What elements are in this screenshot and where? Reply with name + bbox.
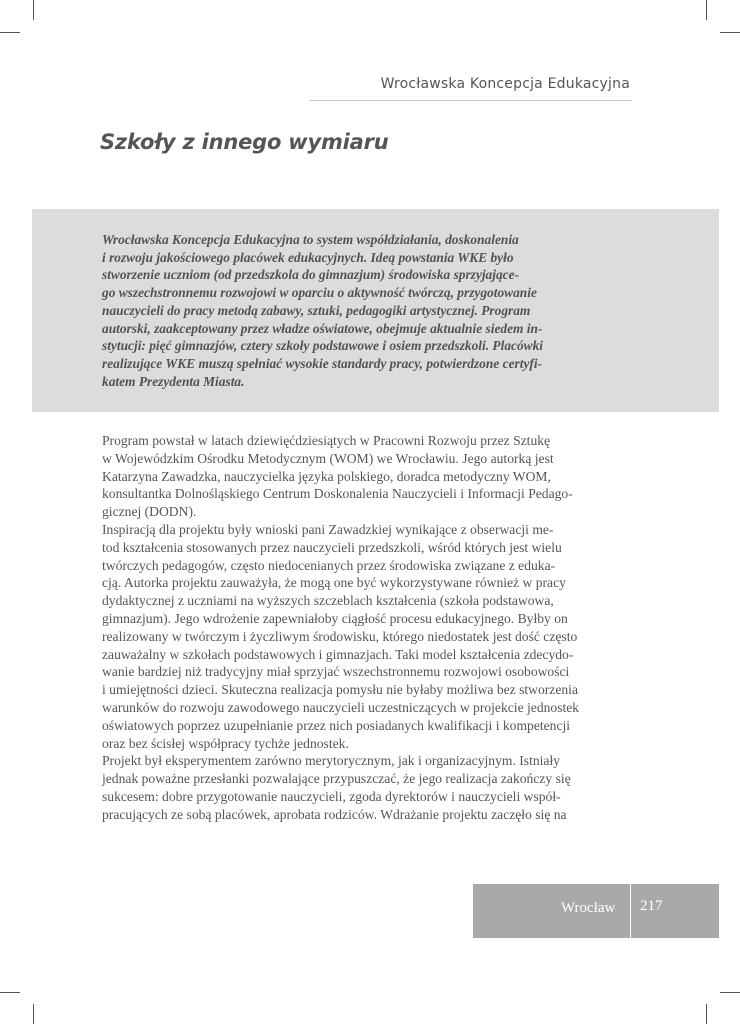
- lead-line: i rozwoju jakościowego placówek edukacyjnych. Ideą powstania WKE było: [102, 249, 514, 265]
- body-line: w Wojewódzkim Ośrodku Metodycznym (WOM) we Wrocławiu. Jego autorką jest: [102, 450, 554, 466]
- body-line: pracujących ze sobą placówek, aprobata rodziców. Wdrażanie projektu zaczęło się na: [102, 806, 567, 822]
- body-line: gimnazjum). Jego wdrożenie zapewniałoby ciągłość procesu edukacyjnego. Byłby on: [102, 610, 568, 626]
- body-line: gicznej (DODN).: [102, 504, 197, 520]
- header-rule: [310, 100, 632, 101]
- crop-mark: [706, 0, 707, 20]
- body-line: cją. Autorka projektu zauważyła, że mogą one być wykorzystywane również w pracy: [102, 575, 566, 591]
- lead-line: realizujące WKE muszą spełniać wysokie standardy pracy, potwierdzone certyfi-: [102, 355, 543, 371]
- body-line: realizowany w twórczym i życzliwym środowisku, którego niedostatek jest dość często: [102, 628, 578, 644]
- body-line: zauważalny w szkołach podstawowych i gimnazjach. Taki model kształcenia zdecydo-: [102, 646, 574, 662]
- body-line: Projekt był eksperymentem zarówno merytorycznym, jak i organizacyjnym. Istniały: [102, 753, 561, 769]
- lead-line: nauczycieli do pracy metodą zabawy, sztuki, pedagogiki artystycznej. Program: [102, 302, 531, 318]
- footer-label: Wrocław: [561, 900, 616, 916]
- running-header: Wrocławska Koncepcja Edukacyjna: [380, 76, 630, 92]
- crop-mark: [33, 0, 34, 20]
- lead-line: katem Prezydenta Miasta.: [102, 373, 245, 389]
- body-line: Program powstał w latach dziewięćdziesiątych w Pracowni Rozwoju przez Sztukę: [102, 433, 551, 448]
- footer-divider: [630, 884, 631, 938]
- body-line: oświatowych poprzez uzupełnianie przez nich posiadanych kwalifikacji i kompetencji: [102, 717, 571, 733]
- body-line: sukcesem: dobre przygotowanie nauczycieli, zgoda dyrektorów i nauczycieli współ-: [102, 788, 561, 804]
- body-text: [102, 432, 642, 824]
- body-line: tod kształcenia stosowanych przez nauczycieli przedszkoli, wśród których jest wielu: [102, 539, 562, 555]
- lead-paragraph: [102, 231, 644, 390]
- page-number: 217: [640, 898, 663, 914]
- page-title: Szkoły z innego wymiaru: [100, 130, 389, 154]
- body-line: oraz bez ścisłej współpracy tychże jednostek.: [102, 735, 349, 751]
- body-line: konsultantka Dolnośląskiego Centrum Doskonalenia Nauczycieli i Informacji Pedago-: [102, 486, 573, 502]
- crop-mark: [720, 992, 740, 993]
- crop-mark: [720, 32, 740, 33]
- crop-mark: [0, 32, 20, 33]
- body-line: jednak poważne przesłanki pozwalające przypuszczać, że jego realizacja zakończy się: [102, 771, 571, 787]
- body-line: i umiejętności dzieci. Skuteczna realizacja pomysłu nie byłaby możliwa bez stworzenia: [102, 682, 578, 698]
- body-line: warunków do rozwoju zawodowego nauczycieli uczestniczących w projekcie jednostek: [102, 699, 580, 715]
- body-line: twórczych pedagogów, często niedocenianych przez środowiska związane z eduka-: [102, 557, 556, 573]
- lead-line: stworzenie uczniom (od przedszkola do gimnazjum) środowiska sprzyjające-: [102, 267, 520, 283]
- body-line: Inspiracją dla projektu były wnioski pani Zawadzkiej wynikające z obserwacji me-: [102, 521, 554, 537]
- crop-mark: [33, 1004, 34, 1024]
- lead-line: autorski, zaakceptowany przez władze oświatowe, obejmuje aktualnie siedem in-: [102, 320, 543, 336]
- body-line: dydaktycznej z uczniami na wyższych szczeblach kształcenia (szkoła podstawowa,: [102, 593, 554, 609]
- crop-mark: [0, 992, 20, 993]
- lead-line: Wrocławska Koncepcja Edukacyjna to system współdziałania, doskonalenia: [102, 232, 519, 247]
- body-line: Katarzyna Zawadzka, nauczycielka języka polskiego, doradca metodyczny WOM,: [102, 468, 551, 484]
- crop-mark: [706, 1004, 707, 1024]
- body-line: wanie bardziej niż tradycyjny miał sprzyjać wszechstronnemu rozwojowi osobowości: [102, 664, 570, 680]
- lead-line: go wszechstronnemu rozwojowi w oparciu o aktywność twórczą, przygotowanie: [102, 285, 537, 301]
- lead-line: stytucji: pięć gimnazjów, cztery szkoły podstawowe i osiem przedszkoli. Placówki: [102, 338, 544, 354]
